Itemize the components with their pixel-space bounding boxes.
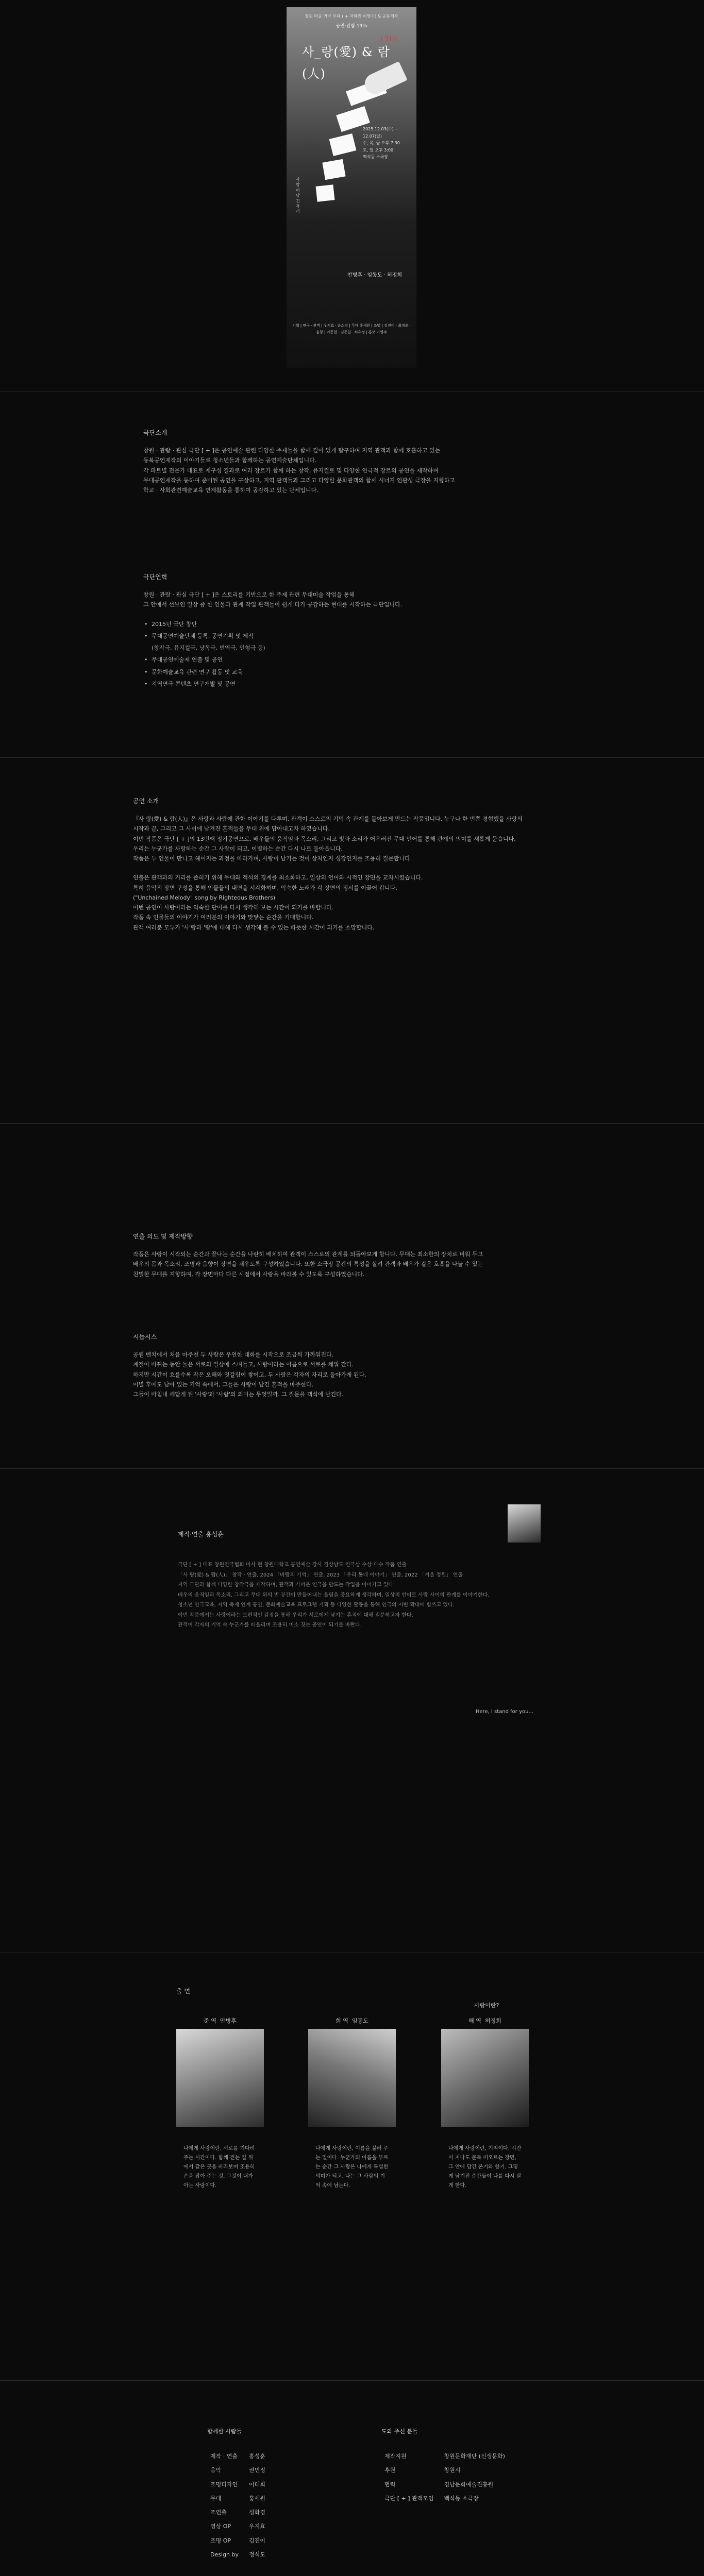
divider xyxy=(0,1468,704,1469)
paragraph-line: 배우의 움직임과 목소리, 그리고 무대 위의 빈 공간이 만들어내는 울림을 중요하게 생각하며, 일상의 언어로 사람 사이의 관계를 이야기한다. xyxy=(178,1592,490,1598)
paragraph-line: 연출은 관객과의 거리를 좁히기 위해 무대와 객석의 경계를 최소화하고, 일상의 언어와 시적인 장면을 교차시켰습니다. xyxy=(133,874,423,882)
thanks-role: 후원 xyxy=(384,2467,396,2474)
staff-name: 성화경 xyxy=(248,2509,265,2516)
paragraph-line: 친밀한 무대를 지향하며, 각 장면마다 다른 시점에서 사랑을 바라볼 수 있도록 구성하였습니다. xyxy=(133,1270,365,1278)
cast-photo xyxy=(441,2029,529,2127)
table-row xyxy=(205,2449,271,2463)
cast-role: 해 역 xyxy=(468,2018,481,2024)
section-heading: 제작·연출 홍성훈 xyxy=(178,1531,224,1538)
paragraph-line: 공원 벤치에서 처음 마주친 두 사람은 우연한 대화를 시작으로 조금씩 가까워진다. xyxy=(133,1351,334,1358)
paragraph-line: 작품은 사랑이 시작되는 순간과 끝나는 순간을 나란히 배치하여 관객이 스스로의 관계를 되돌아보게 합니다. 무대는 최소한의 장치로 비워 두고 xyxy=(133,1251,483,1258)
staff-table xyxy=(205,2449,271,2562)
poster-info-line: 백석동 소극장 xyxy=(363,155,388,160)
staff-role: 제작 · 연출 xyxy=(210,2453,238,2460)
paragraph-line: 이별 후에도 남아 있는 기억 속에서, 그들은 사랑이 남긴 흔적을 마주한다. xyxy=(133,1381,314,1388)
cast-role: 준 역 xyxy=(204,2018,216,2024)
table-row xyxy=(205,2478,271,2492)
cast-quote: 나에게 사랑이란, 기억이다. 시간이 지나도 문득 떠오르는 장면, 그 안에 담긴 온기와 향기. 그렇게 남겨진 순간들이 나를 다시 살게 한다. xyxy=(448,2146,522,2189)
paragraph-line: 그들이 마침내 깨닫게 된 '사랑'과 '사람'의 의미는 무엇일까. 그 질문을 객석에 남긴다. xyxy=(133,1391,344,1398)
section-heading: 함께한 사람들 xyxy=(207,2428,242,2435)
paragraph-line: 창원 · 관람 · 관심 극단 [ + ]은 공연예술 관련 다양한 주제들을 함께 깊이 있게 탐구하며 지역 관객과 함께 호흡하고 있는 xyxy=(143,447,441,454)
cast-photo xyxy=(176,2029,264,2127)
divider xyxy=(0,2380,704,2381)
cast-name: 안병후 xyxy=(220,2018,237,2024)
table-row xyxy=(379,2492,510,2505)
staff-role: 조명 OP xyxy=(210,2537,231,2544)
staff-role: 조명디자인 xyxy=(210,2481,238,2488)
poster-info-line: 토, 일 오후 3:00 xyxy=(363,147,394,152)
paragraph-line: 하지만 시간이 흐를수록 작은 오해와 엇갈림이 쌓이고, 두 사람은 각자의 자리로 돌아가게 된다. xyxy=(133,1371,366,1378)
cast-photo xyxy=(308,2029,396,2127)
list-item: • 문화예술교육 관련 연구 활동 및 교육 xyxy=(143,667,581,677)
director-photo xyxy=(508,1504,541,1543)
staff-name: 정석도 xyxy=(248,2551,265,2558)
thanks-table xyxy=(379,2449,510,2505)
paragraph-line: 계절이 바뀌는 동안 둘은 서로의 일상에 스며들고, 사랑이라는 이름으로 서로를 채워 간다. xyxy=(133,1361,354,1368)
section-credits xyxy=(0,2427,704,2576)
poster-top-line: 창원 마을 연극 무대 ( + 자하민·이영수) & 공동제작 xyxy=(305,14,398,19)
thanks-name: 창원시 xyxy=(444,2467,461,2474)
thanks-name: 창원문화재단 (신생문화) xyxy=(444,2453,505,2460)
paragraph-line: 동북공연제작의 이야기들로 청소년들과 함께하는 공연예술단체입니다. xyxy=(143,457,317,464)
cast-card xyxy=(441,2016,529,2191)
paragraph-line: 각 파트별 전문가 대표로 재구성 결과로 여러 장르가 함께 하는 창작, 뮤지컬로 및 다양한 연극적 장르의 공연을 제작하며 xyxy=(143,467,439,474)
thanks-role: 제작지원 xyxy=(384,2453,407,2460)
staff-role: 음악 xyxy=(210,2467,222,2474)
thanks-name: 경남문화예술진흥원 xyxy=(444,2481,494,2488)
paragraph-line: 작품 속 인물들의 이야기가 여러분의 이야기와 맞닿는 순간을 기대합니다. xyxy=(133,914,314,921)
paragraph-line: 극단 [ + ] 대표 창원연극협회 이사 현 창원대학교 공연예술 강사 경상남도 연극상 수상 다수 작품 연출 xyxy=(178,1562,407,1568)
paragraph-line: 무대공연제작을 통하여 준비된 공연을 구상하고, 지역 관객들과 그리고 다양한 문화관객의 함께 시너지 연관성 극장을 지향하고 xyxy=(143,477,455,484)
table-row xyxy=(379,2449,510,2463)
staff-role: 무대 xyxy=(210,2495,222,2502)
table-row xyxy=(205,2463,271,2477)
table-row xyxy=(205,2534,271,2548)
paragraph-line: 『사 랑(愛) & 람(人)』은 사랑과 사람에 관한 이야기를 다루며, 관객이 스스로의 기억 속 관계를 돌아보게 만드는 작품입니다. 누구나 한 번쯤 경험했을 사랑의 xyxy=(133,816,523,822)
poster xyxy=(287,7,416,368)
cast-question: 사랑이란? xyxy=(474,2002,499,2009)
table-row xyxy=(205,2505,271,2519)
paragraph-line: 학교 · 사회관련예술교육 연계활동을 통하여 공감하고 있는 단체입니다. xyxy=(143,487,319,494)
section-cast xyxy=(0,1986,704,2357)
table-row xyxy=(379,2463,510,2477)
section-heading: 공연 소개 xyxy=(133,798,159,805)
paragraph-line: 지역 극단과 함께 다양한 창작극을 제작하며, 관객과 가까운 연극을 만드는 작업을 이어가고 있다. xyxy=(178,1582,395,1588)
puzzle-piece xyxy=(322,159,345,180)
puzzle-piece xyxy=(329,133,357,156)
paragraph-line: 창원 · 관람 · 관심 극단 [ + ]은 스토리를 기반으로 한 주제 관련 무대미술 작업을 통해 xyxy=(143,591,355,598)
cast-label xyxy=(308,2016,396,2026)
cast-quote: 나에게 사랑이란, 이름을 불러 주는 일이다. 누군가의 이름을 부르는 순간 그 사람은 나에게 특별한 의미가 되고, 나는 그 사람의 기억 속에 남는다. xyxy=(315,2146,389,2189)
cast-quote: 나에게 사랑이란, 서로를 기다려 주는 시간이다. 함께 걷는 길 위에서 같은 곳을 바라보며 조용히 손을 잡아 주는 것. 그것이 내가 아는 사랑이다. xyxy=(183,2146,255,2189)
table-row xyxy=(379,2478,510,2492)
paragraph-line: 시작과 끝, 그리고 그 사이에 남겨진 흔적들을 무대 위에 담아내고자 하였습니다. xyxy=(133,825,330,833)
poster-names: 안병후 · 임동도 · 허정희 xyxy=(347,273,403,278)
poster-title-mark: 13th xyxy=(379,35,398,43)
staff-role: 조연출 xyxy=(210,2509,227,2516)
table-row xyxy=(205,2548,271,2562)
section-heading: 연출 의도 및 제작방향 xyxy=(133,1233,193,1240)
staff-role: Design by xyxy=(210,2551,239,2558)
cast-label xyxy=(176,2016,264,2026)
cast-card xyxy=(176,2016,264,2191)
thanks-role: 협력 xyxy=(384,2481,396,2488)
section-heading: 극단연혁 xyxy=(143,573,167,581)
section-heading: 도와 주신 분들 xyxy=(381,2428,418,2435)
list-item: • 지역연극 콘텐츠 연구개발 및 공연 xyxy=(143,679,581,689)
paragraph-line: 작품은 두 인물이 만나고 헤어지는 과정을 따라가며, 사랑이 남기는 것이 상처인지 성장인지를 조용히 질문합니다. xyxy=(133,855,412,862)
paragraph-line: 그 안에서 선보인 일상 중 한 인물과 관계 작업 관객들이 쉽게 다가 공감하는 현대를 시작하는 극단입니다. xyxy=(143,601,403,608)
staff-name: 이태희 xyxy=(248,2481,265,2488)
thanks-name: 백석동 소극장 xyxy=(444,2495,479,2502)
cast-card xyxy=(308,2016,396,2191)
staff-name: 권민정 xyxy=(248,2467,265,2474)
staff-role: 영상 OP xyxy=(210,2523,231,2530)
paragraph-line: 관객 여러분 모두가 '사'랑과 '람'에 대해 다시 생각해 볼 수 있는 따뜻한 시간이 되기를 소망합니다. xyxy=(133,924,375,931)
section-heading: 출 연 xyxy=(176,1988,190,1995)
divider xyxy=(0,757,704,758)
thanks-role: 극단 [ + ] 관객모임 xyxy=(384,2495,434,2502)
poster-vertical-text: 사랑이 남긴 자리 xyxy=(296,177,300,214)
staff-name: 홍성훈 xyxy=(248,2453,265,2460)
director-sign: Here, I stand for you... xyxy=(475,1708,533,1715)
staff-name: 김진이 xyxy=(248,2537,265,2544)
list-item: (창작극, 뮤지컬극, 낭독극, 번역극, 인형극 등) xyxy=(152,645,265,651)
history-list xyxy=(143,619,581,689)
poster-title-text: 사_랑(愛) & 람(人) xyxy=(302,45,390,81)
cast-role: 희 역 xyxy=(336,2018,348,2024)
poster-credits: 기획 | 연극 · 관객 | 우지효 · 윤소망 | 무대 홍세원 | 조명 | 김진이 · 최정윤 · 음향 | 이동현 · 김동일 · 허유정 | 홍보 이영수 xyxy=(292,324,411,334)
paragraph-line: 이번 작품은 극단 [ + ]의 13번째 정기공연으로, 배우들의 움직임과 목소리, 그리고 빛과 소리가 어우러진 무대 언어를 통해 관계의 의미를 새롭게 묻습니다. xyxy=(133,835,516,842)
section-heading: 극단소개 xyxy=(143,429,167,436)
list-item: • 무대공연예술제 연출 및 공연 xyxy=(143,655,581,665)
list-item: • 무대공연예술단체 등록, 공연기획 및 제작 xyxy=(143,631,581,641)
poster-info-line: 수, 목, 금 오후 7:30 xyxy=(363,141,400,146)
section-heading: 시놉시스 xyxy=(133,1333,157,1341)
poster-info-line: 2025.12.03(수) ~ 12.07(일) xyxy=(363,127,399,139)
cast-name: 허정희 xyxy=(484,2018,501,2024)
paragraph-line: 이번 작품에서는 사랑이라는 보편적인 감정을 통해 우리가 서로에게 남기는 흔적에 대해 질문하고자 한다. xyxy=(178,1612,413,1618)
puzzle-piece xyxy=(316,184,335,201)
divider xyxy=(0,1123,704,1124)
paragraph-line: 이번 공연이 사랑이라는 익숙한 단어를 다시 생각해 보는 시간이 되기를 바랍니다. xyxy=(133,904,334,911)
list-item: • 2015년 극단 창단 xyxy=(143,619,581,629)
paragraph-line: 관객이 각자의 기억 속 누군가를 떠올리며 조용히 미소 짓는 공연이 되기를 바란다. xyxy=(178,1622,362,1628)
staff-name: 우지효 xyxy=(248,2523,265,2530)
table-row xyxy=(205,2519,271,2533)
poster-info xyxy=(363,126,412,161)
poster-badge: 공연·관람 13th xyxy=(336,24,367,29)
paragraph-line: 특히 음악적 장면 구성을 통해 인물들의 내면을 시각화하며, 익숙한 노래가 각 장면의 정서를 이끌어 갑니다. xyxy=(133,884,397,891)
paragraph-line: 「사 랑(愛) & 람(人)」 창작 · 연출, 2024 「바람의 기억」 연출, 2023 「우리 동네 이야기」 연출, 2022 「겨울 정원」 연출 xyxy=(178,1572,463,1578)
paragraph-line: ("Unchained Melody" song by Righteous Brothers) xyxy=(133,894,276,901)
table-row xyxy=(205,2492,271,2505)
cast-name: 임동도 xyxy=(351,2018,368,2024)
staff-name: 홍세원 xyxy=(248,2495,265,2502)
paragraph-line: 청소년 연극교육, 지역 축제 연계 공연, 문화예술교육 프로그램 기획 등 다양한 활동을 통해 연극의 저변 확대에 힘쓰고 있다. xyxy=(178,1602,455,1608)
paragraph-line: 우리는 누군가를 사랑하는 순간 그 사람이 되고, 이별하는 순간 다시 나로 돌아옵니다. xyxy=(133,845,343,852)
paragraph-line: 배우의 몸과 목소리, 조명과 음향이 장면을 채우도록 구성하였습니다. 또한 소극장 공간의 특성을 살려 관객과 배우가 같은 호흡을 나눌 수 있는 xyxy=(133,1261,483,1268)
cast-label xyxy=(441,2016,529,2026)
